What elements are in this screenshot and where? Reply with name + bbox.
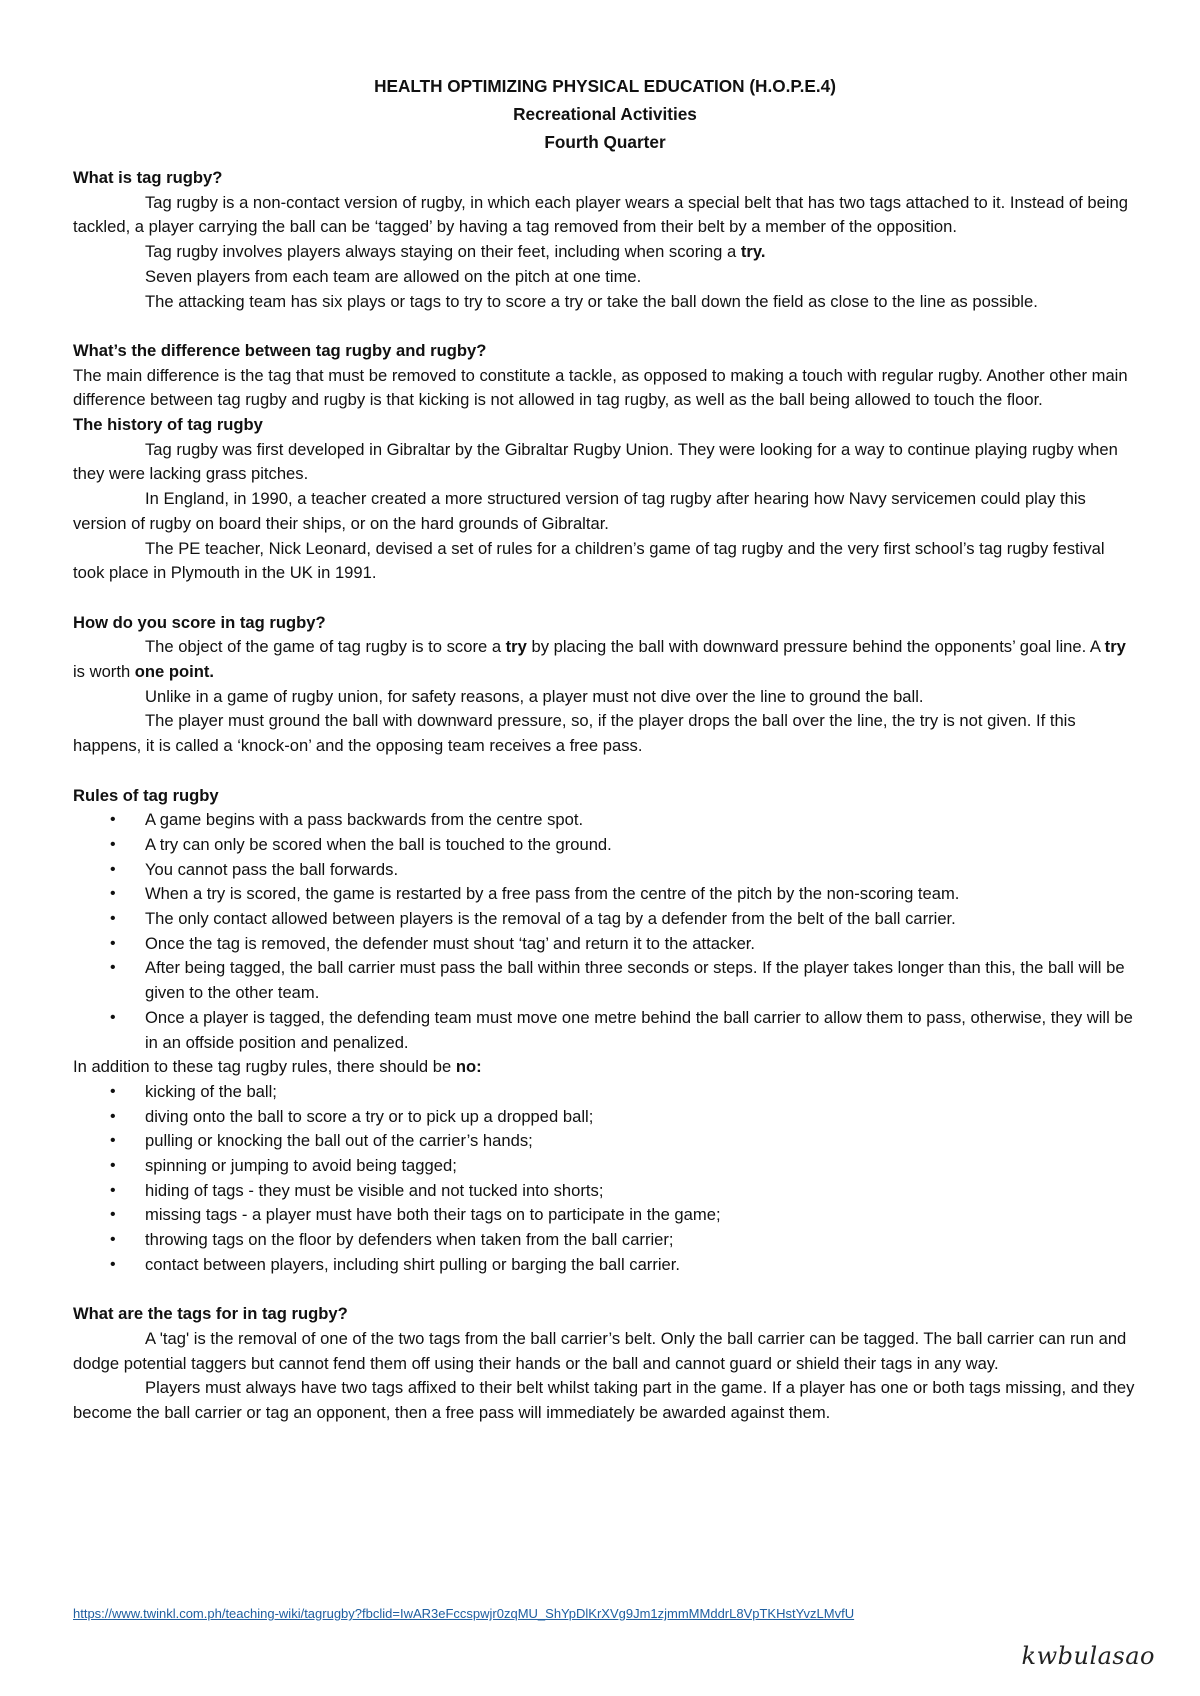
list-item-text: After being tagged, the ball carrier must pass the ball within three seconds or steps. If the player takes longer than this, the ball will be given to the other team. — [145, 958, 1125, 1003]
bullet-icon: • — [110, 1231, 116, 1249]
spacer — [73, 759, 1137, 784]
list-item — [73, 1203, 1137, 1228]
list-item-text: A try can only be scored when the ball is touched to the ground. — [145, 834, 612, 854]
section-heading-tags: What are the tags for in tag rugby? — [73, 1304, 348, 1324]
list-item-text: missing tags - a player must have both their tags on to participate in the game; — [145, 1205, 721, 1225]
list-item — [73, 956, 1137, 1005]
paragraph-text: The object of the game of tag rugby is to score a — [145, 637, 506, 657]
document-title: HEALTH OPTIMIZING PHYSICAL EDUCATION (H.O.P.E.4) — [374, 76, 836, 96]
list-item — [73, 808, 1137, 833]
spacer — [73, 586, 1137, 611]
paragraph-text: is worth — [73, 662, 135, 682]
list-item — [73, 882, 1137, 907]
list-item — [73, 1228, 1137, 1253]
document-body — [73, 72, 1137, 1426]
list-item — [73, 1105, 1137, 1130]
list-item-text: A game begins with a pass backwards from the centre spot. — [145, 810, 584, 830]
prohibited-list — [73, 1080, 1137, 1278]
paragraph: The main difference is the tag that must be removed to constitute a tackle, as opposed to making a touch with regular rugby. Another other main difference between tag rugby and rugby is that kicking is not allowed in tag rugby, as well as the ball being allowed to touch the floor. — [73, 365, 1128, 410]
paragraph-text: In addition to these tag rugby rules, there should be — [73, 1057, 456, 1077]
author-signature: kwbulasao — [1021, 1642, 1155, 1670]
section-heading-difference: What’s the difference between tag rugby and rugby? — [73, 340, 487, 360]
bullet-icon: • — [110, 1206, 116, 1224]
paragraph: A 'tag' is the removal of one of the two tags from the ball carrier’s belt. Only the ball carrier can be tagged. The ball carrier can run and dodge potential taggers but cannot fend them off using their hands or the ball and cannot guard or shield their tags in any way. — [73, 1328, 1127, 1373]
bullet-icon: • — [110, 1008, 116, 1026]
list-item — [73, 1080, 1137, 1105]
paragraph-text: Tag rugby involves players always staying on their feet, including when scoring a — [145, 242, 741, 262]
bullet-icon: • — [110, 1181, 116, 1199]
bullet-icon: • — [110, 1107, 116, 1125]
list-item-text: pulling or knocking the ball out of the carrier’s hands; — [145, 1131, 533, 1151]
bullet-icon: • — [110, 1082, 116, 1100]
list-item-text: throwing tags on the floor by defenders when taken from the ball carrier; — [145, 1230, 674, 1250]
list-item — [73, 1154, 1137, 1179]
paragraph: Players must always have two tags affixed to their belt whilst taking part in the game. If a player has one or both tags missing, and they become the ball carrier or tag an opponent, then a free pass will immediately be awarded against them. — [73, 1378, 1135, 1423]
list-item — [73, 1006, 1137, 1055]
rules-list — [73, 808, 1137, 1055]
bullet-icon: • — [110, 835, 116, 853]
list-item — [73, 1253, 1137, 1278]
list-item-text: Once a player is tagged, the defending team must move one metre behind the ball carrier to allow them to pass, otherwise, they will be in an offside position and penalized. — [145, 1007, 1133, 1052]
list-item — [73, 858, 1137, 883]
bullet-icon: • — [110, 1255, 116, 1273]
bullet-icon: • — [110, 860, 116, 878]
paragraph: Unlike in a game of rugby union, for safety reasons, a player must not dive over the line to ground the ball. — [145, 686, 924, 706]
bold-term: one point. — [134, 662, 215, 682]
list-item-text: kicking of the ball; — [145, 1081, 277, 1101]
list-item — [73, 833, 1137, 858]
list-item — [73, 1179, 1137, 1204]
document-quarter: Fourth Quarter — [544, 132, 666, 152]
section-heading-scoring: How do you score in tag rugby? — [73, 612, 326, 632]
bullet-icon: • — [110, 959, 116, 977]
list-item — [73, 932, 1137, 957]
list-item-text: contact between players, including shirt pulling or barging the ball carrier. — [145, 1254, 680, 1274]
bold-term: try. — [740, 242, 766, 262]
section-heading-history: The history of tag rugby — [73, 415, 263, 435]
section-heading-what-is-tag-rugby: What is tag rugby? — [73, 168, 223, 187]
list-item-text: When a try is scored, the game is restarted by a free pass from the centre of the pitch by the non-scoring team. — [145, 884, 960, 904]
list-item-text: spinning or jumping to avoid being tagged; — [145, 1156, 457, 1176]
source-link[interactable]: https://www.twinkl.com.ph/teaching-wiki/tagrugby?fbclid=IwAR3eFccspwjr0zqMU_ShYpDlKrXVg9Jm1zjmmMMddrL8VpTKHstYvzLMvfU — [73, 1606, 855, 1621]
bullet-icon: • — [110, 885, 116, 903]
bullet-icon: • — [110, 1132, 116, 1150]
paragraph: The player must ground the ball with downward pressure, so, if the player drops the ball over the line, the try is not given. If this happens, it is called a ‘knock-on’ and the opposing team receives a free pass. — [73, 711, 1076, 756]
list-item — [73, 1129, 1137, 1154]
spacer — [73, 1278, 1137, 1303]
bullet-icon: • — [110, 811, 116, 829]
list-item-text: diving onto the ball to score a try or to pick up a dropped ball; — [145, 1106, 594, 1126]
list-item-text: Once the tag is removed, the defender must shout ‘tag’ and return it to the attacker. — [145, 933, 756, 953]
paragraph — [73, 240, 1137, 265]
paragraph — [73, 635, 1137, 684]
bold-term: try — [1104, 637, 1126, 657]
section-heading-rules: Rules of tag rugby — [73, 785, 219, 805]
paragraph: Tag rugby was first developed in Gibraltar by the Gibraltar Rugby Union. They were looking for a way to continue playing rugby when they were lacking grass pitches. — [73, 439, 1118, 484]
paragraph: In England, in 1990, a teacher created a more structured version of tag rugby after hearing how Navy servicemen could play this version of rugby on board their ships, or on the hard grounds of Gibraltar. — [73, 489, 1086, 533]
bullet-icon: • — [110, 1157, 116, 1175]
bullet-icon: • — [110, 910, 116, 928]
paragraph-text: by placing the ball with downward pressure behind the opponents’ goal line. A — [526, 637, 1105, 657]
paragraph — [73, 1055, 1137, 1080]
bold-term: no: — [455, 1057, 482, 1077]
list-item-text: You cannot pass the ball forwards. — [145, 859, 399, 879]
bullet-icon: • — [110, 934, 116, 952]
list-item-text: The only contact allowed between players is the removal of a tag by a defender from the belt of the ball carrier. — [145, 909, 956, 929]
document-subtitle: Recreational Activities — [513, 104, 697, 124]
list-item-text: hiding of tags - they must be visible and not tucked into shorts; — [145, 1180, 604, 1200]
list-item — [73, 907, 1137, 932]
spacer — [73, 314, 1137, 339]
bold-term: try — [505, 637, 527, 657]
document-header — [73, 72, 1137, 156]
paragraph: The PE teacher, Nick Leonard, devised a set of rules for a children’s game of tag rugby and the very first school’s tag rugby festival took place in Plymouth in the UK in 1991. — [73, 538, 1105, 583]
paragraph: Seven players from each team are allowed on the pitch at one time. — [145, 266, 642, 286]
paragraph: The attacking team has six plays or tags to try to score a try or take the ball down the field as close to the line as possible. — [145, 291, 1038, 311]
paragraph: Tag rugby is a non-contact version of rugby, in which each player wears a special belt that has two tags attached to it. Instead of being tackled, a player carrying the ball can be ‘tagged’ by having a tag removed from their belt by a member of the opposition. — [73, 192, 1128, 237]
